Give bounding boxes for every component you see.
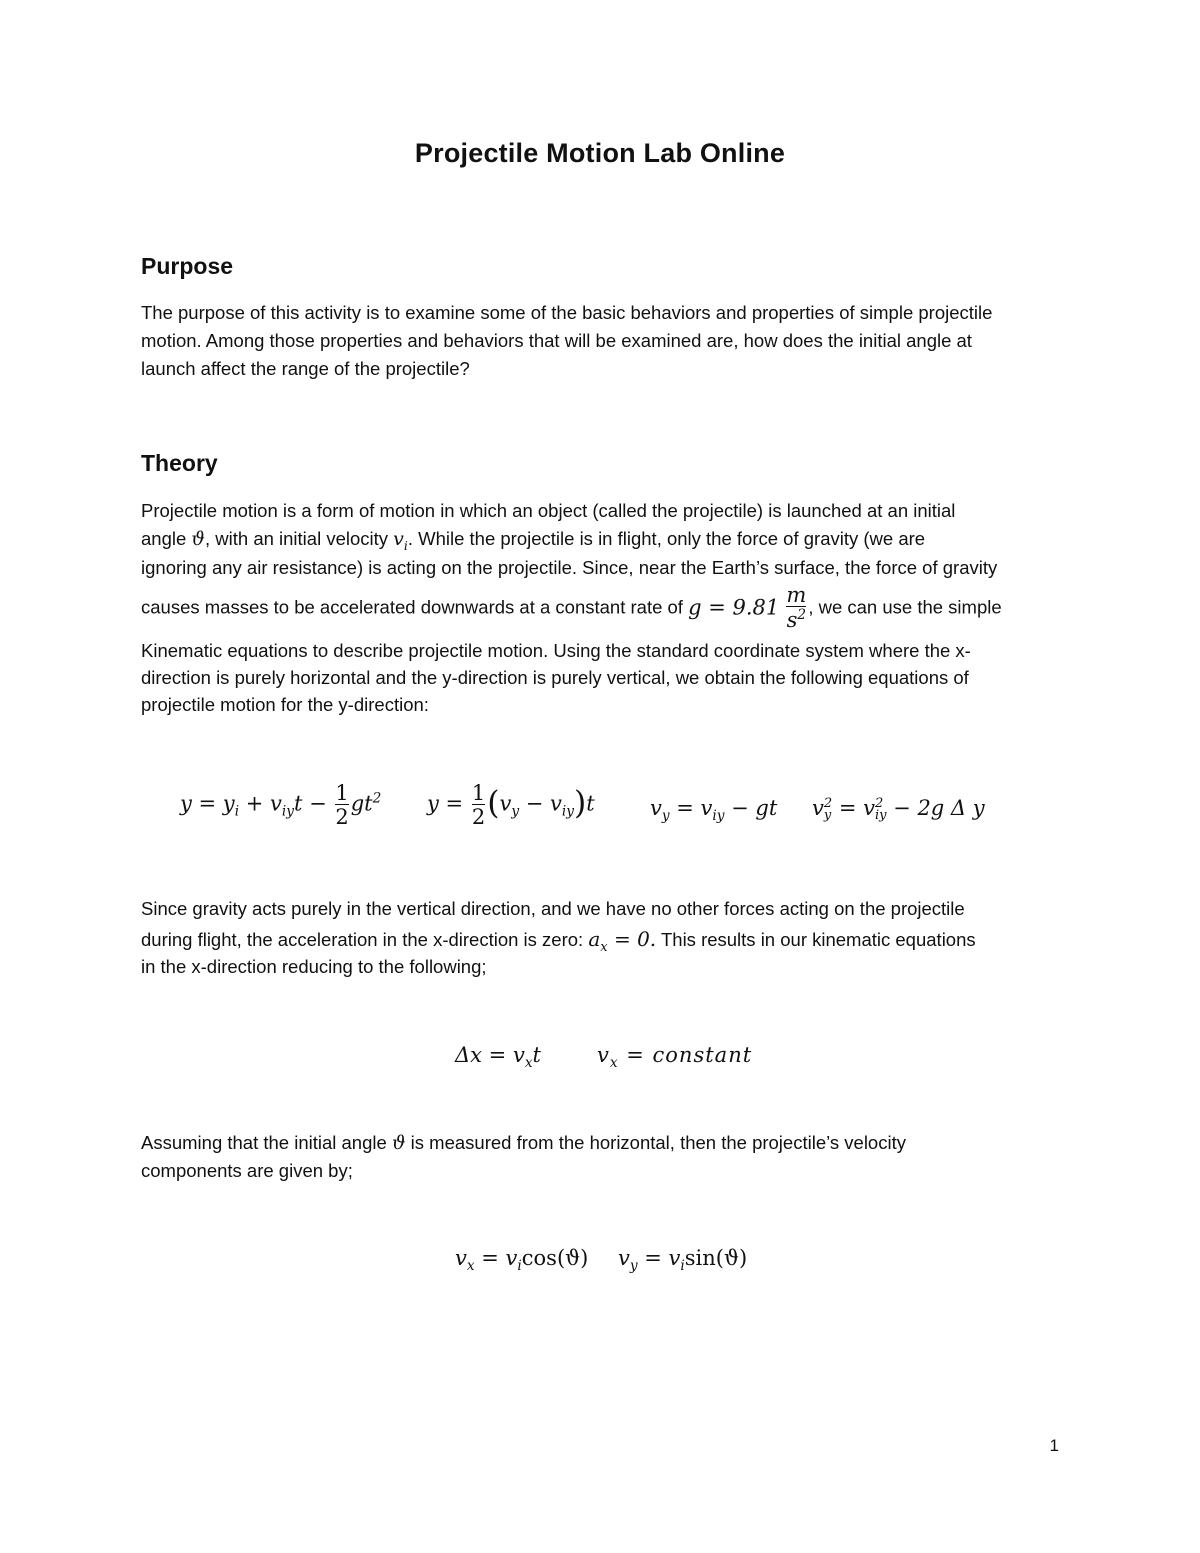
theory-line-4-b: , we can use the simple xyxy=(808,596,1002,618)
theory-line-4 xyxy=(141,584,1002,631)
theory-heading: Theory xyxy=(141,450,218,476)
theory-line-5: Kinematic equations to describe projectile motion. Using the standard coordinate system where the x- xyxy=(141,640,971,661)
purpose-line-2: motion. Among those properties and behaviors that will be examined are, how does the initial angle at xyxy=(141,330,972,351)
purpose-heading: Purpose xyxy=(141,253,234,279)
theory-p2-line-2: during flight, the acceleration in the x-direction is zero: $a_x = 0$. This results in our kinematic equations xyxy=(141,927,976,955)
equation-y-velocity-squared: v 2 y = v 2 iy − 2g Δ y xyxy=(812,796,985,823)
purpose-line-1: The purpose of this activity is to examine some of the basic behaviors and properties of simple projectile xyxy=(141,302,993,323)
equation-vx-component: $v_x = v_i\cos(ϑ)$ xyxy=(455,1246,589,1275)
equation-vy-component: $v_y = v_i\sin(ϑ)$ xyxy=(618,1246,748,1275)
theta-symbol: ϑ xyxy=(191,528,205,550)
equation-x-displacement: $\Delta x = v_xt$ xyxy=(455,1043,541,1072)
theory-p3-line-1: Assuming that the initial angle ϑ is measured from the horizontal, then the projectile’s velocity xyxy=(141,1132,906,1154)
theory-line-4-a: causes masses to be accelerated downwards at a constant rate of xyxy=(141,596,683,618)
gravity-value: g = 9.81 xyxy=(688,595,780,620)
equation-y-position: $y = y_i + v_{iy}t$ − $\frac{1}{2}$ $gt^2$ xyxy=(180,781,382,830)
theory-line-7: projectile motion for the y-direction: xyxy=(141,694,429,715)
gravity-unit-fraction: $\frac{m}{s^2}$ xyxy=(786,583,807,633)
theory-line-3: ignoring any air resistance) is acting on the projectile. Since, near the Earth’s surface, the force of gravity xyxy=(141,557,998,578)
theory-line-2-a: angle xyxy=(141,528,187,549)
purpose-line-3: launch affect the range of the projectile? xyxy=(141,358,470,379)
theory-line-6: direction is purely horizontal and the y-direction is purely vertical, we obtain the following equations of xyxy=(141,667,969,688)
theory-line-2 xyxy=(141,528,925,553)
theory-p2-line-3: in the x-direction reducing to the following; xyxy=(141,956,487,977)
initial-velocity-symbol: $v_i$ xyxy=(393,528,408,553)
theta-symbol-2: ϑ xyxy=(391,1132,406,1154)
theory-p3-line-2: components are given by; xyxy=(141,1160,353,1181)
page-number: 1 xyxy=(1049,1436,1059,1455)
page-title: Projectile Motion Lab Online xyxy=(414,138,786,168)
theory-p2-line-1: Since gravity acts purely in the vertical direction, and we have no other forces acting on the projectile xyxy=(141,898,965,919)
equation-y-velocity: $v_y = v_{iy}$ − gt xyxy=(650,796,778,825)
equation-x-velocity-constant: $v_x$ = constant xyxy=(597,1043,753,1072)
theory-line-1: Projectile motion is a form of motion in which an object (called the projectile) is launched at an initial xyxy=(141,500,956,521)
acceleration-x-zero: $a_x = 0$. xyxy=(588,927,657,955)
theory-line-2-b: , with an initial velocity xyxy=(205,528,389,549)
theory-line-2-c: . While the projectile is in flight, only the force of gravity (we are xyxy=(407,528,926,549)
equation-y-average-velocity: y = $\frac{1}{2}$ $(v_y - v_{iy})t$ xyxy=(427,781,595,830)
